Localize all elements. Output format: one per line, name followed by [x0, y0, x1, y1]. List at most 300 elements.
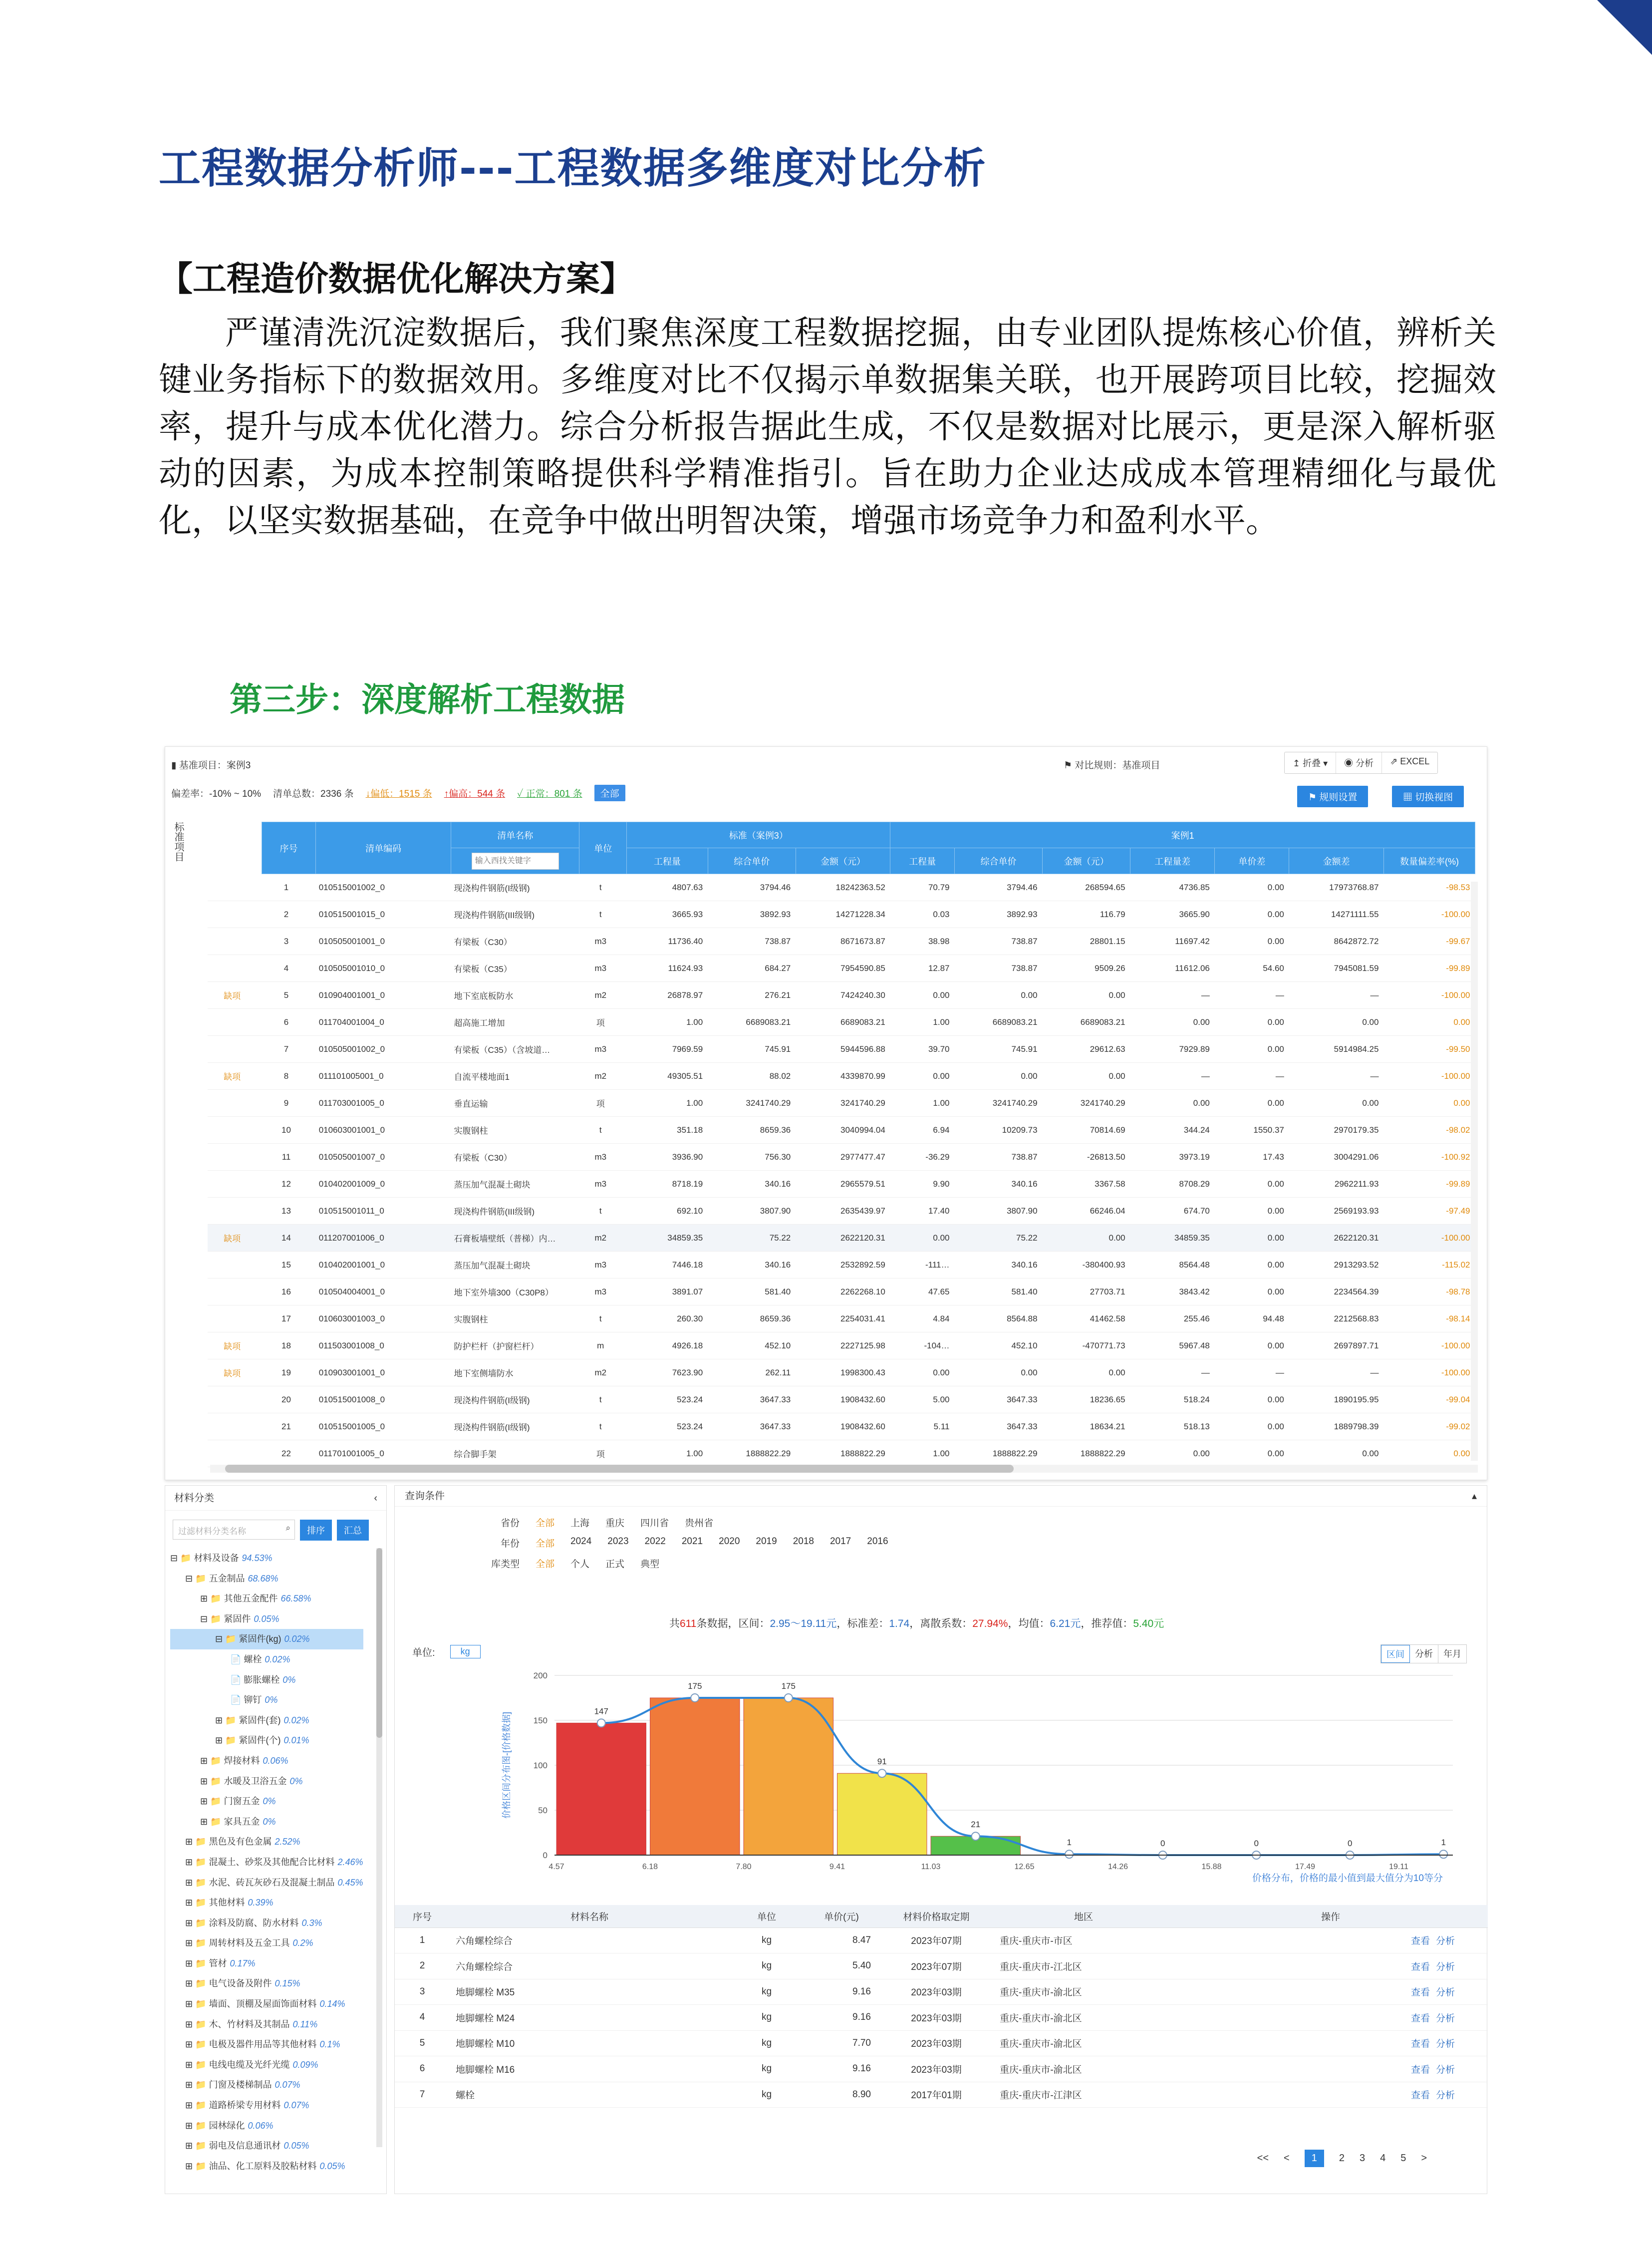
table-cell: 实腹钢柱: [451, 1305, 579, 1332]
filter-option[interactable]: 个人: [570, 1559, 590, 1570]
page-link[interactable]: <<: [1257, 2153, 1269, 2164]
col-code[interactable]: 清单编码: [316, 822, 451, 874]
table-cell: 3: [262, 928, 315, 955]
view-link[interactable]: 查看: [1410, 2013, 1430, 2024]
table-cell: 2965579.51: [796, 1171, 890, 1198]
tree-item-label: ⊞ 📁 其他材料: [185, 1898, 245, 1908]
point: [1065, 1850, 1073, 1858]
collapse-button[interactable]: ↥ 折叠 ▾: [1285, 752, 1336, 773]
table-cell: 2212568.83: [1289, 1305, 1384, 1332]
filter-option[interactable]: 2016: [867, 1536, 888, 1547]
filter-option[interactable]: 2023: [607, 1536, 629, 1547]
table-cell: 缺项: [208, 1359, 262, 1386]
table-row[interactable]: [208, 901, 1475, 928]
table-row[interactable]: [208, 1386, 1475, 1413]
table-cell: 11624.93: [627, 955, 708, 982]
filter-option[interactable]: 2018: [793, 1536, 814, 1547]
table-cell: 现浇构件钢筋(I级钢): [451, 1413, 579, 1440]
filter-option[interactable]: 2022: [644, 1536, 666, 1547]
table-row[interactable]: [208, 1063, 1475, 1090]
table-cell: 518.13: [1130, 1413, 1215, 1440]
tree-item[interactable]: [170, 1933, 363, 1953]
table-row[interactable]: [208, 1171, 1475, 1198]
filter-option[interactable]: 全部: [536, 1518, 555, 1529]
tree-item[interactable]: [170, 2095, 363, 2116]
tree-item[interactable]: [170, 2014, 363, 2035]
tree-item[interactable]: [170, 1609, 363, 1629]
tree-scroll-thumb[interactable]: [376, 1548, 382, 1738]
page-link[interactable]: 4: [1380, 2153, 1386, 2164]
table-cell: 重庆-重庆市-渝北区: [994, 2056, 1173, 2082]
col-qty-diff[interactable]: 工程量差: [1130, 848, 1215, 874]
page-link[interactable]: 2: [1339, 2153, 1345, 2164]
comparison-panel: [165, 746, 1487, 1480]
flag-icon: ⚑: [1064, 760, 1073, 771]
table-row[interactable]: [395, 2082, 1488, 2108]
tree-item-percent: 0%: [263, 1796, 276, 1807]
price-stats: [669, 1615, 1164, 1630]
horizontal-scrollbar[interactable]: [210, 1465, 1478, 1473]
stats-count: 611: [680, 1618, 697, 1629]
table-cell: 9.16: [804, 1979, 879, 2005]
table-cell: 27703.71: [1043, 1279, 1130, 1305]
tree-item-label: ⊟ 📁 五金制品: [185, 1573, 245, 1584]
filter-option[interactable]: 正式: [605, 1559, 625, 1570]
table-cell: -100.00: [1383, 901, 1475, 928]
table-cell: 1.00: [627, 1090, 708, 1117]
table-cell: -111…: [890, 1252, 955, 1279]
table-cell: 0.00: [890, 1063, 955, 1090]
tree-item[interactable]: [170, 2055, 363, 2075]
table-row[interactable]: [208, 1144, 1475, 1171]
table-cell: 19: [262, 1359, 315, 1386]
col-name[interactable]: 清单名称: [451, 822, 579, 848]
table-row[interactable]: [208, 1198, 1475, 1225]
table-cell: 6689083.21: [1043, 1009, 1130, 1036]
table-cell: 9.16: [804, 2056, 879, 2082]
table-cell: 缺项: [208, 1225, 262, 1252]
tree-item[interactable]: [170, 2116, 363, 2136]
tree-item[interactable]: [170, 1751, 363, 1771]
table-row[interactable]: [208, 1305, 1475, 1332]
data-label: 175: [781, 1681, 796, 1691]
tree-item[interactable]: [170, 1953, 363, 1974]
col-price-diff[interactable]: 单价差: [1215, 848, 1289, 874]
table-cell: 10: [262, 1117, 315, 1144]
tree-item[interactable]: [170, 1589, 363, 1609]
table-cell: 340.16: [954, 1252, 1042, 1279]
tree-item-percent: 0.01%: [283, 1735, 309, 1746]
table-cell: t: [579, 1386, 627, 1413]
table-row[interactable]: [208, 1440, 1475, 1467]
view-link[interactable]: 查看: [1410, 1987, 1430, 1998]
analyze-link[interactable]: 分析: [1435, 1936, 1455, 1947]
tree-item-percent: 0.3%: [301, 1918, 322, 1928]
filter-label: 省份: [500, 1518, 520, 1529]
table-cell: 6689083.21: [796, 1009, 890, 1036]
view-link[interactable]: 查看: [1410, 2039, 1430, 2050]
folder-icon: ▮: [171, 760, 177, 771]
excel-button[interactable]: ⇗ EXCEL: [1390, 756, 1430, 766]
table-cell: 0.00: [1289, 1440, 1384, 1467]
high-filter-link[interactable]: ↑偏高：544 条: [444, 788, 506, 799]
tree-item-label: ⊞ 📁 门窗五金: [200, 1796, 260, 1807]
vertical-scrollbar[interactable]: [1471, 882, 1478, 1461]
table-cell: 4: [395, 2005, 450, 2031]
table-cell: 011207001006_0: [316, 1225, 451, 1252]
table-cell: 7446.18: [627, 1252, 708, 1279]
table-row[interactable]: [395, 2030, 1488, 2056]
page-link[interactable]: 3: [1359, 2153, 1366, 2164]
table-cell: 0.00: [890, 1359, 955, 1386]
mcol-name[interactable]: 材料名称: [450, 1905, 729, 1927]
table-cell: 11612.06: [1130, 955, 1215, 982]
table-cell: 8718.19: [627, 1171, 708, 1198]
analyze-link[interactable]: 分析: [1435, 1961, 1455, 1972]
table-row[interactable]: [208, 1359, 1475, 1386]
table-cell: 0.00: [1215, 1440, 1289, 1467]
table-row[interactable]: [208, 1413, 1475, 1440]
collapse-chevron-icon[interactable]: ‹: [374, 1493, 377, 1504]
page-link[interactable]: 1: [1305, 2150, 1324, 2167]
tree-item-percent: 2.46%: [337, 1857, 363, 1867]
compare-rule-text: 对比规则：基准项目: [1075, 760, 1160, 771]
base-project-text: 基准项目：案例3: [179, 760, 251, 771]
tree-item-percent: 0.45%: [337, 1877, 363, 1888]
table-row[interactable]: [208, 1090, 1475, 1117]
page-link[interactable]: >: [1421, 2153, 1427, 2164]
table-row[interactable]: [208, 982, 1475, 1009]
bar: [556, 1723, 646, 1855]
table-row[interactable]: [208, 874, 1475, 901]
analyze-link[interactable]: 分析: [1435, 1987, 1455, 1998]
tree-item-label: 📄 铆钉: [230, 1695, 262, 1705]
y-tick-label: 200: [533, 1671, 548, 1680]
switch-view-button[interactable]: ▦ 切换视图: [1392, 786, 1464, 807]
table-cell: 010515001011_0: [316, 1198, 451, 1225]
table-row[interactable]: [208, 1009, 1475, 1036]
table-cell: 自流平楼地面1: [451, 1063, 579, 1090]
table-cell: 1.00: [890, 1009, 955, 1036]
tree-item[interactable]: [170, 1832, 363, 1852]
table-row[interactable]: [395, 1979, 1488, 2005]
table-cell: 0.00: [1043, 1359, 1130, 1386]
horizontal-scroll-thumb[interactable]: [225, 1465, 1014, 1473]
switch-view-label: 切换视图: [1415, 792, 1453, 803]
rule-settings-button[interactable]: ⚑ 规则设置: [1297, 786, 1368, 807]
table-cell: 3241740.29: [954, 1090, 1042, 1117]
table-cell: -100.00: [1383, 1063, 1475, 1090]
table-cell: 8.47: [804, 1927, 879, 1953]
summary-button[interactable]: 汇总: [337, 1520, 369, 1541]
tree-item[interactable]: [170, 1548, 363, 1569]
page-link[interactable]: <: [1284, 2153, 1290, 2164]
tree-item[interactable]: [170, 2136, 363, 2156]
table-cell: 523.24: [627, 1413, 708, 1440]
table-cell: [208, 1198, 262, 1225]
x-tick-label: 19.11: [1389, 1863, 1408, 1871]
table-row[interactable]: [208, 1225, 1475, 1252]
table-cell: 1.00: [890, 1090, 955, 1117]
view-link[interactable]: 查看: [1410, 1936, 1430, 1947]
table-cell: 17973768.87: [1289, 874, 1384, 901]
analyze-link[interactable]: 分析: [1435, 2039, 1455, 2050]
table-cell: 344.24: [1130, 1117, 1215, 1144]
table-cell: 6689083.21: [954, 1009, 1042, 1036]
table-cell: t: [579, 874, 627, 901]
table-cell: [208, 1144, 262, 1171]
filter-option[interactable]: 贵州省: [685, 1518, 714, 1529]
tree-item[interactable]: [170, 2156, 363, 2177]
table-cell: m3: [579, 955, 627, 982]
table-cell: 39.70: [890, 1036, 955, 1063]
col-amount-a[interactable]: 金额（元）: [796, 848, 890, 874]
tree-item-percent: 0.06%: [248, 2120, 274, 2131]
tree-item-percent: 0.07%: [283, 2100, 309, 2111]
table-cell: 28801.15: [1043, 928, 1130, 955]
table-cell: —: [1289, 1063, 1384, 1090]
table-cell: 17: [262, 1305, 315, 1332]
view-link[interactable]: 查看: [1410, 1961, 1430, 1972]
table-row[interactable]: [395, 1927, 1488, 1953]
col-price-b[interactable]: 综合单价: [954, 848, 1042, 874]
table-cell: 1: [395, 1927, 450, 1953]
table-cell: 4: [262, 955, 315, 982]
tree-item[interactable]: [170, 1771, 363, 1792]
table-row[interactable]: [208, 955, 1475, 982]
filter-option[interactable]: 2017: [829, 1536, 851, 1547]
tree-item[interactable]: [170, 1913, 363, 1933]
table-cell: -100.92: [1383, 1144, 1475, 1171]
table-cell: 8564.48: [1130, 1252, 1215, 1279]
table-row[interactable]: [208, 1332, 1475, 1359]
table-cell: 8671673.87: [796, 928, 890, 955]
tree-item-percent: 0.17%: [230, 1958, 256, 1968]
table-cell: 8708.29: [1130, 1171, 1215, 1198]
table-cell: 756.30: [708, 1144, 796, 1171]
data-label: 1: [1067, 1838, 1072, 1848]
name-filter-input[interactable]: [472, 853, 559, 870]
table-cell: 7969.59: [627, 1036, 708, 1063]
table-cell: 340.16: [708, 1171, 796, 1198]
x-tick-label: 17.49: [1295, 1863, 1316, 1871]
tree-item[interactable]: [170, 1973, 363, 1994]
data-label: 0: [1348, 1839, 1353, 1848]
table-cell: 0.00: [1383, 1090, 1475, 1117]
tree-item-percent: 66.58%: [280, 1594, 311, 1604]
tree-item[interactable]: [170, 1852, 363, 1873]
table-cell: 地下室外墙300（C30P8）: [451, 1279, 579, 1305]
base-project-label: [171, 758, 251, 771]
normal-filter-link[interactable]: ✓ 正常：801 条: [517, 788, 582, 799]
table-cell: 1908432.60: [796, 1386, 890, 1413]
table-cell: 3892.93: [954, 901, 1042, 928]
table-cell: 12: [262, 1171, 315, 1198]
table-cell: 340.16: [708, 1252, 796, 1279]
tree-item-label: ⊞ 📁 其他五金配件: [200, 1594, 278, 1604]
table-row[interactable]: [395, 2005, 1488, 2031]
table-cell: —: [1289, 982, 1384, 1009]
filter-option[interactable]: 2019: [756, 1536, 777, 1547]
tree-item[interactable]: [170, 1730, 363, 1751]
col-amount-diff[interactable]: 金额差: [1289, 848, 1384, 874]
table-cell: 0.00: [1215, 1332, 1289, 1359]
tree-item[interactable]: [170, 1994, 363, 2014]
low-filter-link[interactable]: ↓偏低：1515 条: [365, 788, 432, 799]
tree-item-percent: 0.02%: [284, 1634, 310, 1644]
col-price-a[interactable]: 综合单价: [708, 848, 796, 874]
table-cell: 项: [579, 1440, 627, 1467]
table-cell: 011703001005_0: [316, 1090, 451, 1117]
analyze-link[interactable]: 分析: [1435, 2064, 1455, 2075]
table-row[interactable]: [395, 2056, 1488, 2082]
table-row[interactable]: [208, 928, 1475, 955]
table-row[interactable]: [395, 1953, 1488, 1979]
col-deviation[interactable]: 数量偏差率(%): [1383, 848, 1475, 874]
table-cell: 综合脚手架: [451, 1440, 579, 1467]
tab-analysis[interactable]: 分析: [1410, 1645, 1438, 1663]
mcol-unit: 单位: [729, 1905, 804, 1927]
tree-item-label: ⊞ 📁 紧固件(套): [215, 1715, 281, 1725]
filter-option[interactable]: 上海: [570, 1518, 590, 1529]
tree-item[interactable]: [170, 1670, 363, 1690]
table-cell: 4339870.99: [796, 1063, 890, 1090]
y-axis-label: 价格区间分布图-[价格数据]: [502, 1712, 512, 1819]
table-cell: 3794.46: [954, 874, 1042, 901]
table-row[interactable]: [208, 1036, 1475, 1063]
tree-item[interactable]: [170, 2034, 363, 2055]
tree-item[interactable]: [170, 1690, 363, 1710]
mcol-period[interactable]: 材料价格取定期: [879, 1905, 994, 1927]
tree-item-percent: 0.09%: [292, 2059, 318, 2070]
tree-scrollbar[interactable]: [376, 1548, 382, 2147]
table-cell: m2: [579, 1359, 627, 1386]
table-cell: 有梁板（C35）: [451, 955, 579, 982]
tree-search-row: [173, 1520, 369, 1541]
view-link[interactable]: 查看: [1410, 2090, 1430, 2101]
data-label: 0: [1254, 1839, 1259, 1848]
table-cell: 010402001001_0: [316, 1252, 451, 1279]
table-cell: -98.78: [1383, 1279, 1475, 1305]
table-cell: 2: [395, 1953, 450, 1979]
filter-option[interactable]: 2020: [719, 1536, 740, 1547]
stats-s1: 条数据，区间：: [696, 1618, 770, 1629]
filter-option[interactable]: 2021: [681, 1536, 703, 1547]
table-cell: 010515001015_0: [316, 901, 451, 928]
view-link[interactable]: 查看: [1410, 2064, 1430, 2075]
category-tree-panel: [165, 1485, 387, 2194]
table-row[interactable]: [208, 1117, 1475, 1144]
tree-item[interactable]: [170, 1812, 363, 1832]
tree-item[interactable]: [170, 2075, 363, 2095]
tree-item[interactable]: [170, 1569, 363, 1589]
table-cell: 3891.07: [627, 1279, 708, 1305]
tree-item-label: ⊞ 📁 混凝土、砂浆及其他配合比材料: [185, 1857, 335, 1867]
tree-item[interactable]: [170, 1629, 363, 1649]
table-row[interactable]: [208, 1252, 1475, 1279]
tree-item[interactable]: [170, 1791, 363, 1812]
col-qty-a[interactable]: 工程量: [627, 848, 708, 874]
tree-item[interactable]: [170, 1873, 363, 1893]
analyze-link[interactable]: 分析: [1435, 2013, 1455, 2024]
stats-s2: ，标准差：: [836, 1618, 889, 1629]
status-header: [208, 822, 262, 874]
table-cell: 3843.42: [1130, 1279, 1215, 1305]
tree-item-label: ⊞ 📁 黑色及有色金属: [185, 1837, 272, 1847]
table-cell: kg: [729, 2005, 804, 2031]
table-cell: 17.43: [1215, 1144, 1289, 1171]
table-cell: 0.00: [1215, 1386, 1289, 1413]
tree-item[interactable]: [170, 1710, 363, 1731]
table-cell: 3: [395, 1979, 450, 2005]
tree-item-label: ⊞ 📁 道路桥梁专用材料: [185, 2100, 281, 2111]
table-cell: 1888822.29: [954, 1440, 1042, 1467]
table-cell: 011704001004_0: [316, 1009, 451, 1036]
summary-bar: [165, 783, 625, 803]
page-link[interactable]: 5: [1400, 2153, 1406, 2164]
actions-cell: [1173, 1927, 1488, 1953]
table-cell: t: [579, 1413, 627, 1440]
tree-item[interactable]: [170, 1893, 363, 1913]
stats-s3: ，离散系数：: [909, 1618, 973, 1629]
tab-month[interactable]: 年月: [1443, 1649, 1461, 1659]
table-cell: 2023年03期: [879, 2056, 994, 2082]
col-qty-b[interactable]: 工程量: [890, 848, 955, 874]
col-amount-b[interactable]: 金额（元）: [1043, 848, 1130, 874]
analyze-button[interactable]: ◉ 分析: [1336, 752, 1382, 773]
filter-option[interactable]: 重庆: [605, 1518, 625, 1529]
table-cell: 8642872.72: [1289, 928, 1384, 955]
tree-item-percent: 68.68%: [248, 1573, 278, 1584]
table-cell: -99.67: [1383, 928, 1475, 955]
table-cell: 5.11: [890, 1413, 955, 1440]
table-cell: -99.89: [1383, 1171, 1475, 1198]
filter-option[interactable]: 典型: [640, 1559, 660, 1570]
filter-option[interactable]: 四川省: [640, 1518, 669, 1529]
table-row[interactable]: [208, 1279, 1475, 1305]
table-cell: [208, 1413, 262, 1440]
table-cell: 738.87: [954, 928, 1042, 955]
tree-item-percent: 94.53%: [242, 1553, 273, 1563]
filter-option[interactable]: 2024: [570, 1536, 592, 1547]
table-cell: 2970179.35: [1289, 1117, 1384, 1144]
tree-item[interactable]: [170, 1649, 363, 1670]
table-cell: 2227125.98: [796, 1332, 890, 1359]
table-cell: 现浇构件钢筋(I级钢): [451, 874, 579, 901]
all-filter-button[interactable]: 全部: [594, 785, 625, 801]
unit-select[interactable]: kg: [450, 1645, 481, 1658]
table-cell: 4736.85: [1130, 874, 1215, 901]
sort-button[interactable]: 排序: [300, 1520, 332, 1541]
table-cell: m3: [579, 928, 627, 955]
query-panel: [394, 1485, 1487, 2194]
table-cell: 262.11: [708, 1359, 796, 1386]
table-cell: 16: [262, 1279, 315, 1305]
filter-option[interactable]: 全部: [536, 1539, 555, 1549]
analyze-link[interactable]: 分析: [1435, 2090, 1455, 2101]
tree-search-input[interactable]: [173, 1520, 295, 1540]
y-tick-label: 50: [538, 1806, 548, 1815]
table-cell: [208, 1440, 262, 1467]
point: [691, 1694, 699, 1702]
query-title: 查询条件: [405, 1491, 445, 1502]
table-cell: 缺项: [208, 1063, 262, 1090]
collapse-caret-icon[interactable]: ▴: [1471, 1491, 1477, 1502]
tab-range[interactable]: 区间: [1381, 1645, 1410, 1663]
filter-option[interactable]: 全部: [536, 1559, 555, 1570]
data-label: 91: [877, 1757, 887, 1767]
mcol-price[interactable]: 单价(元): [804, 1905, 879, 1927]
